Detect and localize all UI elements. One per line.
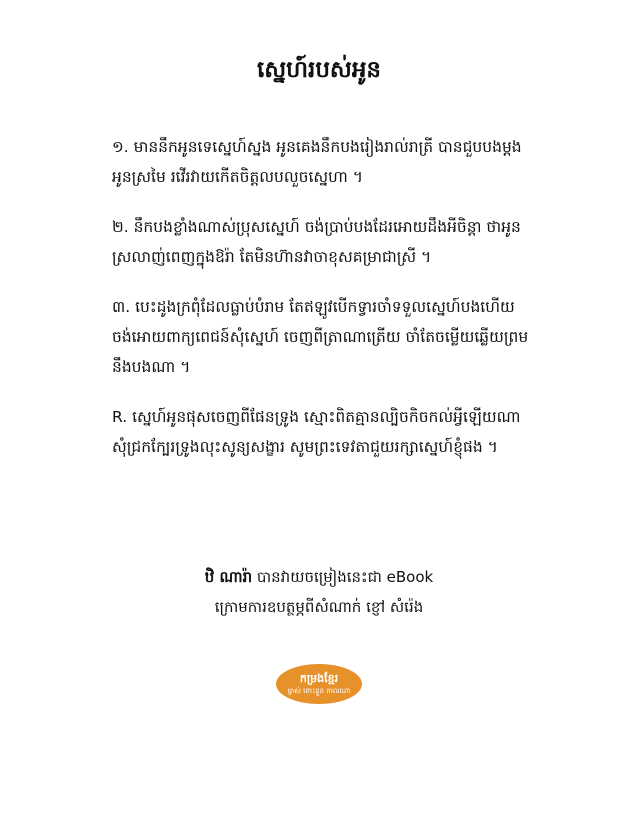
verse-line: សុំជ្រកក្បែរទ្រូងលុះសូន្យសង្ខារ សូមព្រះទេវតាជួយរក្សាស្នេហ៍ខ្ញុំផង ។	[112, 438, 498, 456]
verse-2	[112, 212, 572, 272]
verse-refrain	[112, 402, 572, 462]
verse-line: ៣. បេះដូងក្រពុំដែលធ្លាប់បំរាម តែឥឡូវបើកទ្វារចាំទទួលស្នេហ៍បងហើយ	[112, 298, 515, 316]
credit-line-1	[0, 562, 638, 592]
song-title: ស្នេហ៍របស់អូន	[256, 57, 382, 83]
verse-line: នឹងបងណា ។	[112, 358, 191, 376]
verse-line: ស្រលាញ់ពេញក្នុងឱរ៉ា តែមិនហ៊ានវាចាខុសគម្រាជាស្រី ។	[112, 248, 432, 266]
credit-sang-text: បានវាយចម្រៀងនេះជា eBook	[256, 568, 434, 586]
lyrics	[112, 132, 572, 482]
credit-line-2: ក្រោមការឧបត្ថម្ភពីសំណាក់ ខ្ញៅ សំរ៉េង	[214, 598, 424, 616]
verse-line: អូនស្រមៃ រវើរវាយកើតចិត្តលបលួចស្នេហា ។	[112, 168, 363, 186]
verse-line: R. ស្នេហ៍អូនផុសចេញពីផែនទ្រូង ស្មោះពិតគ្មានល្បិចកិចកល់អ្វីឡើយណា	[112, 408, 521, 426]
verse-line: ២. នឹកបងខ្លាំងណាស់ប្រុសស្នេហ៍ ចង់ប្រាប់បងដែរអោយដឹងអីចិន្ដា ថាអូន	[112, 218, 521, 236]
logo-tagline: ម្ចាស់ ពោះខ្លួន កាលណា	[287, 687, 351, 695]
verse-1	[112, 132, 572, 192]
verse-3	[112, 292, 572, 382]
credit	[0, 562, 638, 622]
logo	[276, 664, 362, 704]
singer-name: ឋិ ណារ៉ា	[204, 568, 253, 586]
verse-line: ១. មាននឹកអូនទេស្នេហ៍ស្នង អូនគេងនឹកបងរៀងរាល់រាត្រី បានជួបបងម្ដង	[112, 138, 522, 156]
verse-line: ចង់អោយពាក្យពេជន៍សុំស្នេហ៍ ចេញពីត្រាណាត្រើយ ចាំតែចម្លើយឆ្លើយព្រម	[112, 328, 529, 346]
logo-name: កម្រងខ្មែរ	[299, 672, 339, 685]
